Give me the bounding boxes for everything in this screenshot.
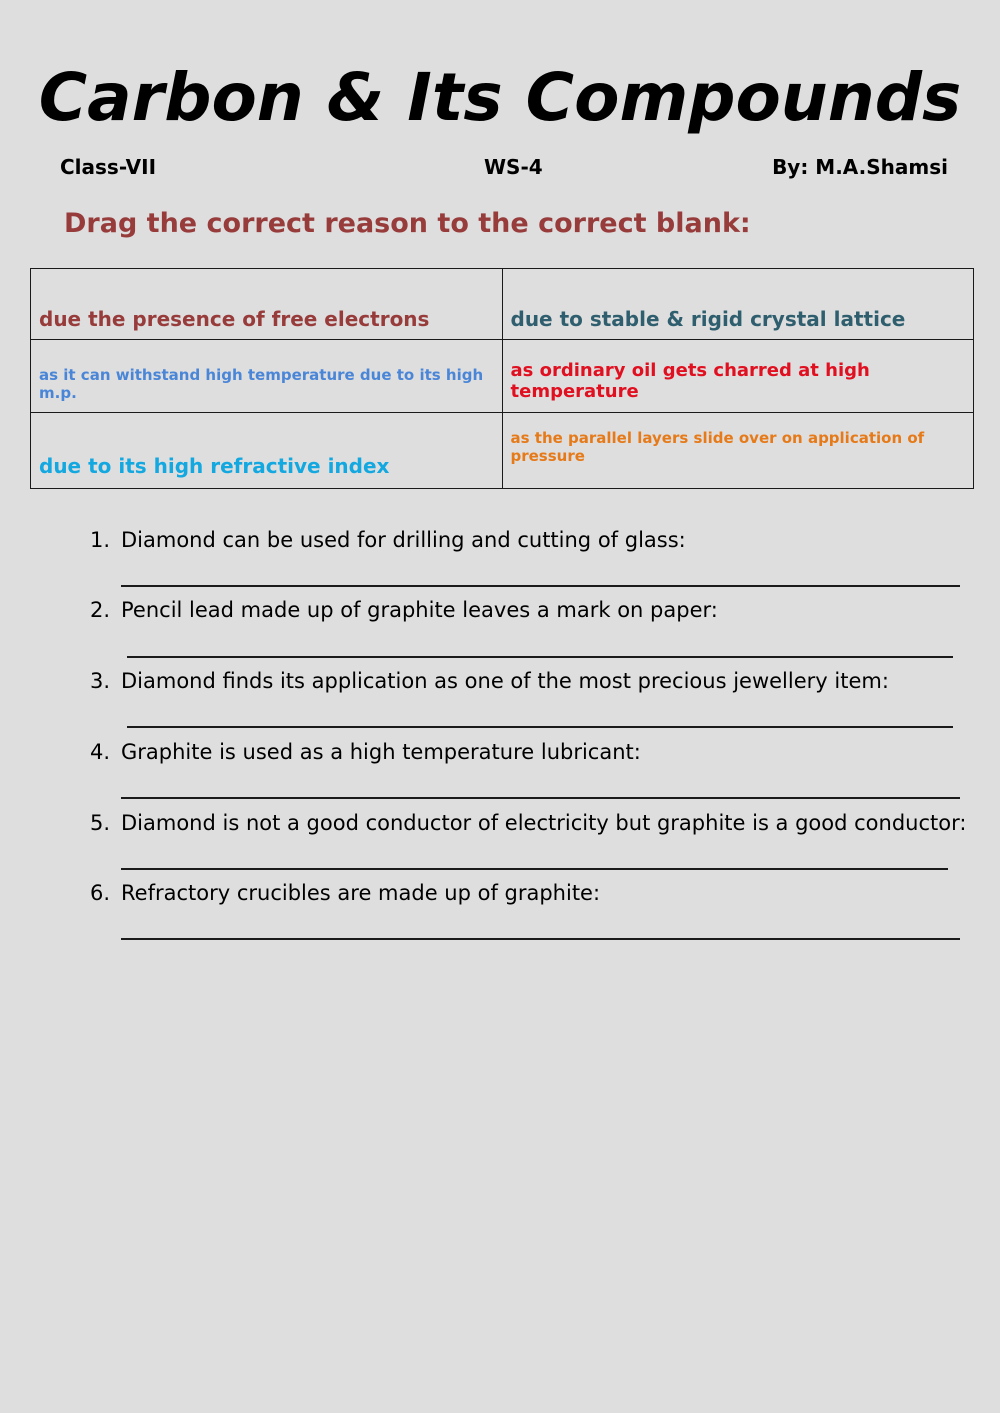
reason-card[interactable]: due the presence of free electrons xyxy=(31,269,503,340)
question-item xyxy=(90,525,686,555)
reason-card[interactable]: due to stable & rigid crystal lattice xyxy=(502,269,974,340)
question-text: Diamond can be used for drilling and cutting of glass: xyxy=(121,528,686,552)
question-item xyxy=(90,808,966,838)
question-number: 3. xyxy=(90,669,111,693)
question-text: Pencil lead made up of graphite leaves a mark on paper: xyxy=(121,598,718,622)
reason-card[interactable]: as it can withstand high temperature due to its high m.p. xyxy=(31,340,503,413)
question-item xyxy=(90,666,889,696)
question-number: 4. xyxy=(90,740,111,764)
question-item xyxy=(90,878,600,908)
question-number: 5. xyxy=(90,811,111,835)
question-text: Refractory crucibles are made up of graphite: xyxy=(121,881,601,905)
reasons-row xyxy=(31,269,974,340)
instruction-text: Drag the correct reason to the correct blank: xyxy=(64,208,751,239)
question-text: Graphite is used as a high temperature lubricant: xyxy=(121,740,641,764)
answer-blank[interactable] xyxy=(127,656,953,658)
answer-blank[interactable] xyxy=(121,938,960,940)
question-item xyxy=(90,595,718,625)
author-label: By: M.A.Shamsi xyxy=(772,155,948,179)
question-item xyxy=(90,737,641,767)
reason-card[interactable]: as the parallel layers slide over on application of pressure xyxy=(502,413,974,489)
class-label: Class-VII xyxy=(60,155,157,179)
question-number: 1. xyxy=(90,528,111,552)
reasons-table xyxy=(30,268,974,489)
reason-card[interactable]: due to its high refractive index xyxy=(31,413,503,489)
reasons-row xyxy=(31,413,974,489)
worksheet-number: WS-4 xyxy=(484,155,543,179)
answer-blank[interactable] xyxy=(121,797,960,799)
answer-blank[interactable] xyxy=(121,585,960,587)
question-number: 6. xyxy=(90,881,111,905)
answer-blank[interactable] xyxy=(127,726,953,728)
reasons-row xyxy=(31,340,974,413)
answer-blank[interactable] xyxy=(121,868,948,870)
question-text: Diamond is not a good conductor of electricity but graphite is a good conductor: xyxy=(121,811,967,835)
reason-card[interactable]: as ordinary oil gets charred at high temperature xyxy=(502,340,974,413)
worksheet-title: Carbon & Its Compounds xyxy=(38,59,962,136)
question-text: Diamond finds its application as one of the most precious jewellery item: xyxy=(121,669,889,693)
question-number: 2. xyxy=(90,598,111,622)
